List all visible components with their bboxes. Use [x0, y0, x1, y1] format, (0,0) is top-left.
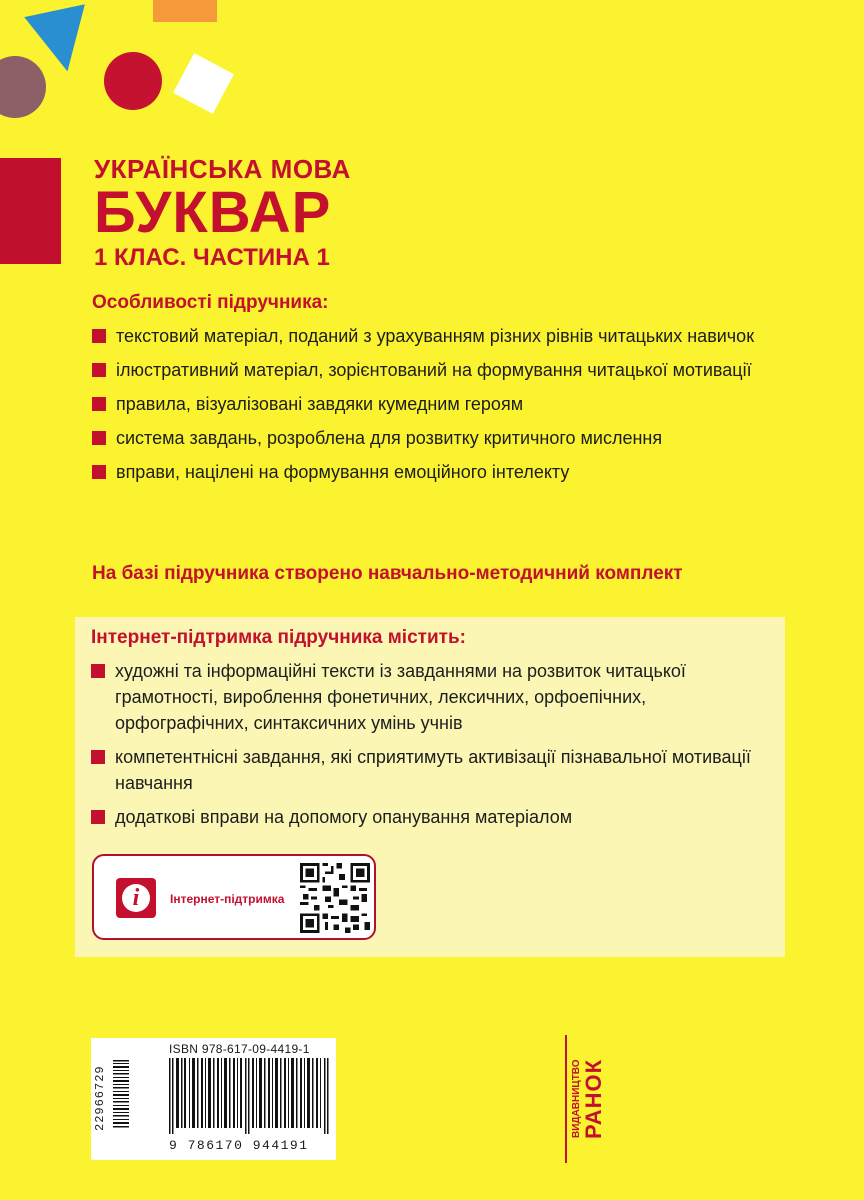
- internet-support-label: Інтернет-підтримка: [170, 892, 285, 906]
- bullet-square-icon: [92, 397, 106, 411]
- isbn-barcode-box: [91, 1038, 336, 1160]
- book-title: БУКВАР: [94, 180, 332, 245]
- features-section: [92, 292, 792, 493]
- title-block: [94, 154, 351, 273]
- list-item: [91, 744, 771, 796]
- bullet-square-icon: [91, 664, 105, 678]
- publisher-logo: [565, 1035, 605, 1163]
- bullet-square-icon: [91, 810, 105, 824]
- publisher-caption: ВИДАВНИЦТВО: [571, 1059, 582, 1139]
- red-bar-decoration: [0, 158, 61, 264]
- bullet-square-icon: [92, 431, 106, 445]
- list-item-text: текстовий матеріал, поданий з урахуванням різних рівнів читацьких навичок: [116, 326, 755, 346]
- list-item: [92, 323, 792, 349]
- list-item: [92, 459, 792, 485]
- publisher-name: РАНОК: [581, 1058, 606, 1140]
- list-item: [91, 804, 771, 830]
- white-square-decoration: [173, 53, 234, 114]
- list-item: [91, 658, 771, 736]
- bullet-square-icon: [91, 750, 105, 764]
- list-item-text: художні та інформаційні тексти із завданнями на розвиток читацької грамотності, вироблення фонетичних, лексичних, орфоепічних, орфографічних, синтаксичних умінь учнів: [115, 661, 686, 733]
- barcode-icon: [169, 1058, 329, 1134]
- support-heading: Інтернет-підтримка підручника містить:: [91, 627, 466, 648]
- subject-title: УКРАЇНСЬКА МОВА: [94, 154, 351, 184]
- internet-support-box[interactable]: [92, 854, 376, 940]
- grade-title: 1 КЛАС. ЧАСТИНА 1: [94, 244, 330, 271]
- bullet-square-icon: [92, 465, 106, 479]
- list-item-text: додаткові вправи на допомогу опанування матеріалом: [115, 807, 573, 827]
- red-circle-decoration: [104, 52, 162, 110]
- orange-square-decoration: [153, 0, 217, 22]
- list-item-text: компетентнісні завдання, які сприятимуть активізації пізнавальної мотивації навчання: [115, 747, 751, 793]
- list-item: [92, 425, 792, 451]
- kit-note: На базі підручника створено навчально-методичний комплект: [92, 563, 683, 584]
- list-item-text: система завдань, розроблена для розвитку критичного мислення: [116, 428, 663, 448]
- support-list: [91, 658, 771, 830]
- list-item-text: вправи, націлені на формування емоційного інтелекту: [116, 462, 570, 482]
- support-section: [91, 627, 771, 838]
- isbn-label: ISBN 978-617-09-4419-1: [169, 1042, 310, 1056]
- qr-code-icon[interactable]: [300, 862, 370, 934]
- side-code: 22966729: [93, 1065, 107, 1131]
- list-item-text: ілюстративний матеріал, зорієнтований на формування читацької мотивації: [116, 360, 752, 380]
- bullet-square-icon: [92, 329, 106, 343]
- info-glyph: i: [122, 884, 150, 912]
- features-list: [92, 323, 792, 485]
- side-barcode-icon: [113, 1060, 129, 1130]
- features-heading: Особливості підручника:: [92, 292, 329, 313]
- bullet-square-icon: [92, 363, 106, 377]
- barcode-number: 9 786170 944191: [169, 1138, 309, 1153]
- list-item-text: правила, візуалізовані завдяки кумедним героям: [116, 394, 524, 414]
- list-item: [92, 391, 792, 417]
- info-icon: [116, 878, 156, 918]
- list-item: [92, 357, 792, 383]
